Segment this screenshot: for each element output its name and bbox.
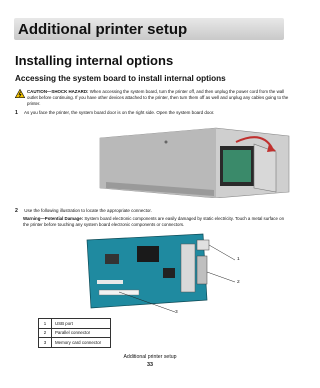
row-number: 2	[39, 328, 52, 338]
callout-1: 1	[237, 257, 240, 262]
shock-hazard-icon	[15, 89, 25, 98]
caution-note	[27, 89, 289, 108]
step-1	[15, 110, 285, 116]
row-label: Parallel connector	[52, 328, 111, 338]
step-number: 1	[15, 110, 18, 116]
step-number: 2	[15, 208, 18, 214]
section-title: Installing internal options	[15, 53, 174, 68]
caution-body: When accessing the system board, turn the printer off, and then unplug the power cord from the wall outlet before continuing. If you have other devices attached to the printer, then turn them off as well and unplug any cables going to the printer.	[27, 89, 289, 107]
warning-note	[23, 216, 287, 228]
row-number: 3	[39, 338, 52, 348]
caution-label: CAUTION—SHOCK HAZARD:	[27, 89, 89, 94]
row-label: USB port	[52, 319, 111, 329]
subsection-title: Accessing the system board to install internal options	[15, 74, 226, 83]
chapter-title: Additional printer setup	[18, 21, 188, 38]
step-2	[15, 208, 285, 214]
step-text: Use the following illustration to locate the appropriate connector.	[24, 208, 152, 213]
connector-legend-table	[38, 318, 111, 348]
footer-section-label: Additional printer setup	[123, 354, 177, 360]
table-row	[39, 328, 111, 338]
row-number: 1	[39, 319, 52, 329]
callout-2: 2	[237, 280, 240, 285]
callout-3: 3	[175, 310, 178, 315]
table-row	[39, 319, 111, 329]
row-label: Memory card connector	[52, 338, 111, 348]
warning-body: System board electronic components are easily damaged by static electricity. Touch a metal surface on the printer before touching any system board electronic components or connectors.	[23, 216, 285, 228]
table-row	[39, 338, 111, 348]
page-number: 33	[147, 362, 153, 368]
system-board-illustration	[85, 232, 245, 314]
printer-side-door-illustration	[96, 122, 291, 198]
warning-label: Warning—Potential Damage:	[23, 216, 84, 221]
step-text: As you face the printer, the system board door is on the right side. Open the system board door.	[24, 110, 215, 115]
